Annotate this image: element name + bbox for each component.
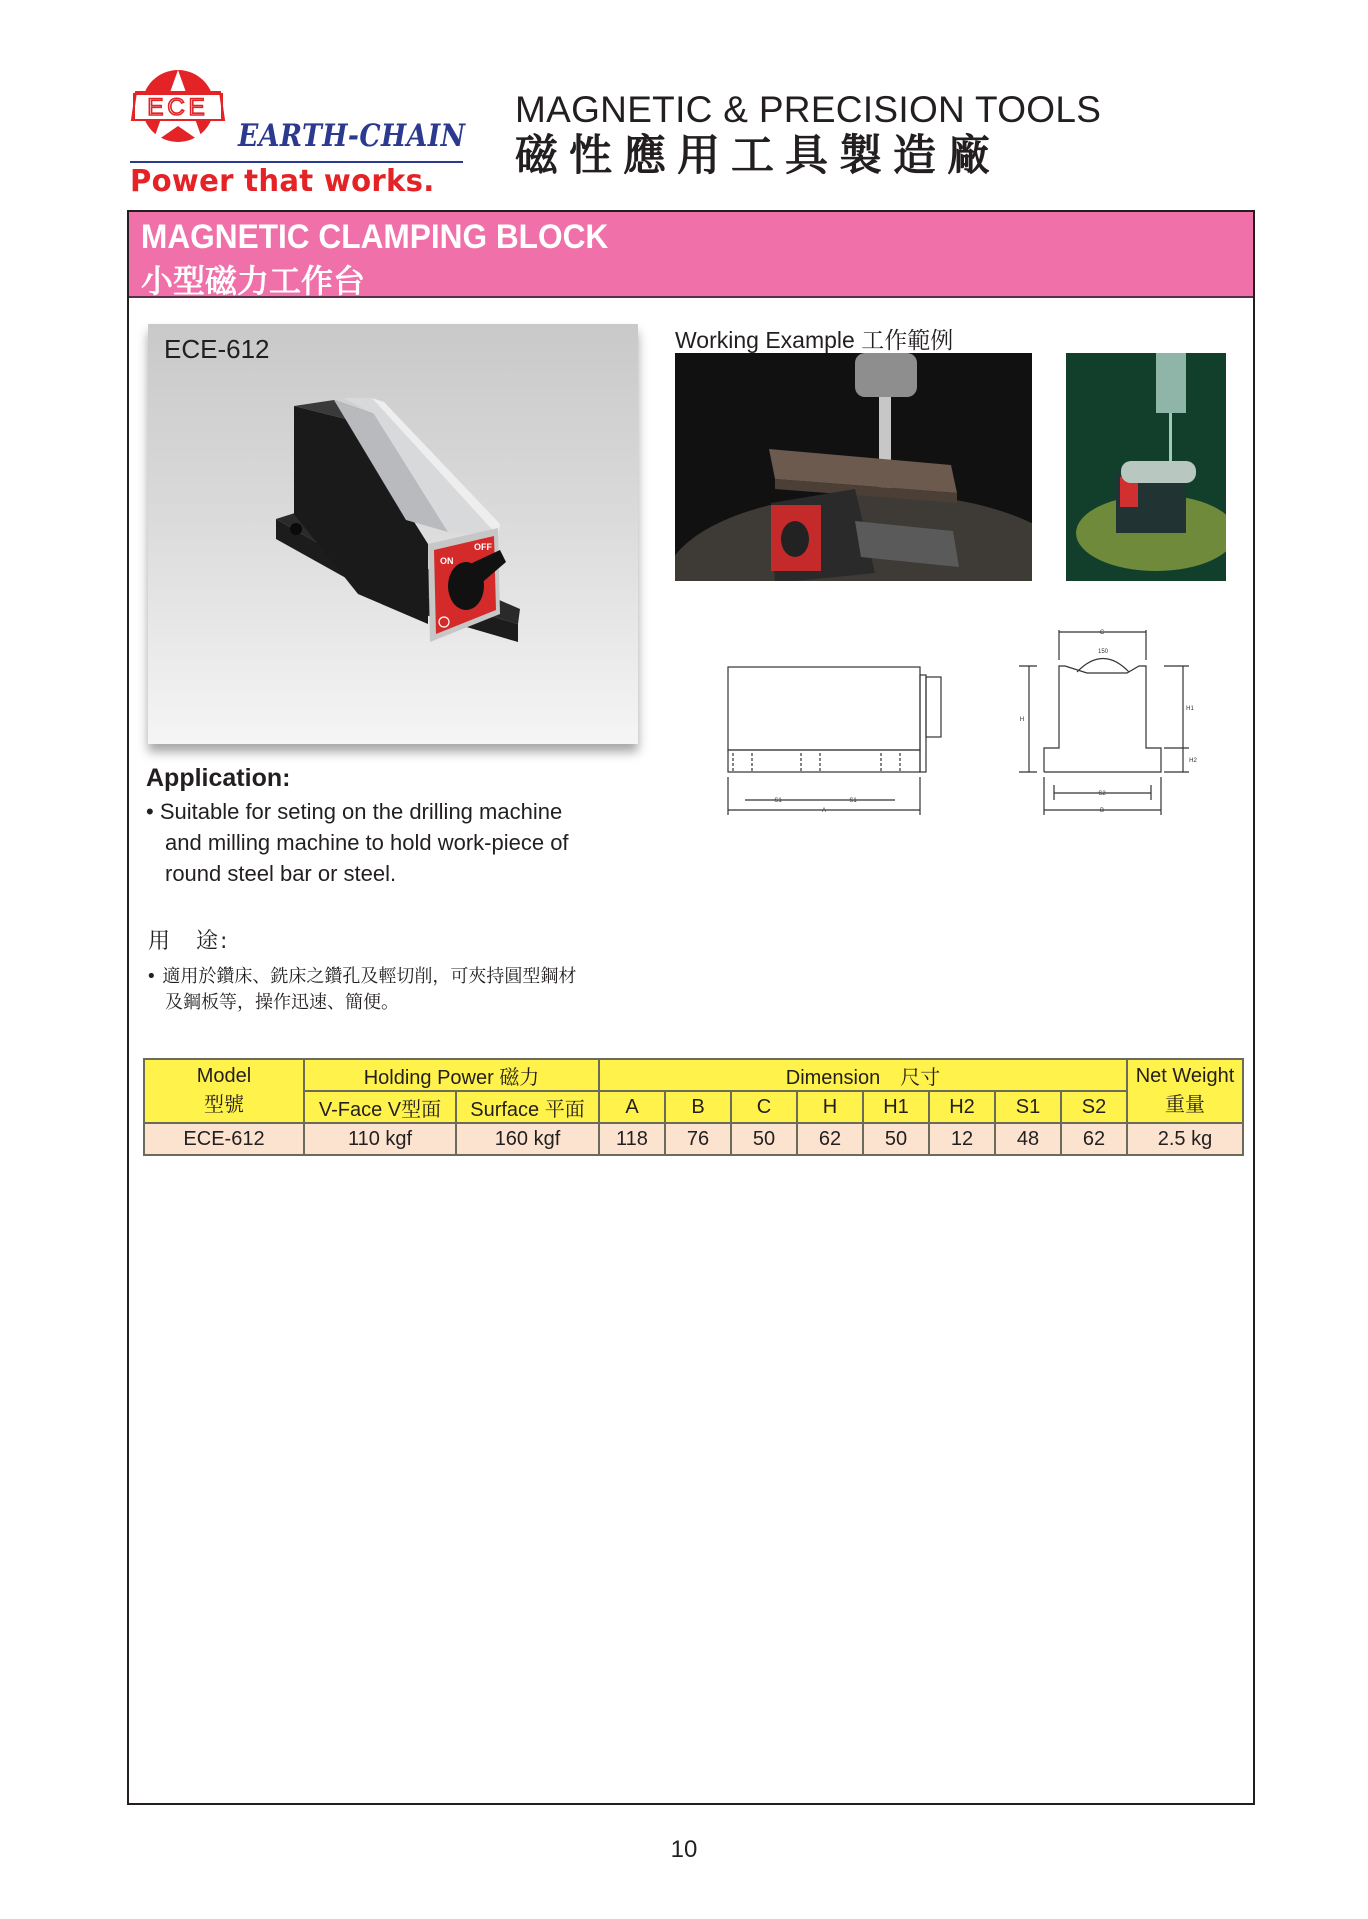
svg-text:S1: S1: [849, 798, 857, 804]
working-example-title: Working Example 工作範例: [675, 327, 954, 353]
column-header-c: C: [731, 1091, 797, 1123]
working-example-photo-drilling: [675, 353, 1032, 581]
column-header-model: Model 型號: [144, 1059, 304, 1123]
magnetic-block-illustration-icon: [148, 324, 638, 744]
product-section: [127, 210, 1255, 1805]
cell-b: 76: [665, 1123, 731, 1155]
product-photo: [148, 324, 638, 744]
section-title-en: MAGNETIC CLAMPING BLOCK: [141, 218, 609, 256]
column-header-s2: S2: [1061, 1091, 1127, 1123]
dimension-drawing: [719, 625, 1239, 825]
table-row: [144, 1123, 1243, 1155]
application-heading: Application:: [146, 764, 291, 792]
svg-text:C: C: [1099, 630, 1105, 636]
bullet-icon: •: [146, 799, 154, 824]
cell-h2: 12: [929, 1123, 995, 1155]
application-description-zh: • 適用於鑽床、銑床之鑽孔及輕切削，可夾持圓型鋼材 及鋼板等，操作迅速、簡便。: [146, 966, 577, 1013]
section-title-band: [129, 212, 1253, 298]
cell-net-weight: 2.5 kg: [1127, 1123, 1243, 1155]
spec-table: [143, 1058, 1244, 1156]
column-header-s1: S1: [995, 1091, 1061, 1123]
svg-text:OFF: OFF: [474, 542, 492, 552]
header-title-en: MAGNETIC & PRECISION TOOLS: [515, 89, 1102, 130]
section-title-zh: 小型磁力工作台: [141, 262, 366, 300]
column-header-v-face: V-Face V型面: [304, 1091, 456, 1123]
svg-text:S2: S2: [1098, 791, 1106, 797]
svg-text:H: H: [1019, 717, 1025, 723]
svg-text:H1: H1: [1186, 706, 1194, 712]
round-bar-setup-icon: [1066, 353, 1226, 581]
product-model-label: ECE-612: [164, 334, 270, 364]
svg-text:ECE: ECE: [147, 94, 209, 121]
page-number: 10: [670, 1836, 698, 1863]
cell-h1: 50: [863, 1123, 929, 1155]
cell-c: 50: [731, 1123, 797, 1155]
application-description: • Suitable for seting on the drilling machine and milling machine to hold work-piece of round steel bar or steel.: [146, 799, 569, 886]
cell-s2: 62: [1061, 1123, 1127, 1155]
cell-model: ECE-612: [144, 1123, 304, 1155]
svg-text:B: B: [1099, 808, 1105, 814]
drill-press-scene-icon: [675, 353, 1032, 581]
working-example-photo-round-bar: [1066, 353, 1226, 581]
svg-text:A: A: [821, 808, 827, 814]
cell-surface: 160 kgf: [456, 1123, 599, 1155]
company-logo: [128, 68, 468, 203]
header-title-zh: 磁性應用工具製造廠: [515, 131, 1001, 181]
application-heading-zh: 用 途:: [148, 929, 230, 954]
column-header-holding-power: Holding Power 磁力: [304, 1059, 599, 1091]
svg-text:150: 150: [1097, 649, 1109, 655]
header-titles: [515, 88, 1101, 182]
svg-text:H2: H2: [1189, 758, 1197, 764]
column-header-b: B: [665, 1091, 731, 1123]
svg-text:S1: S1: [774, 798, 782, 804]
cell-a: 118: [599, 1123, 665, 1155]
column-header-surface: Surface 平面: [456, 1091, 599, 1123]
svg-text:ON: ON: [440, 556, 454, 566]
column-header-h: H: [797, 1091, 863, 1123]
bullet-icon: •: [146, 966, 157, 987]
column-header-h1: H1: [863, 1091, 929, 1123]
brand-tagline: Power that works.: [130, 164, 435, 199]
column-header-net-weight: Net Weight 重量: [1127, 1059, 1243, 1123]
column-header-dimension: Dimension 尺寸: [599, 1059, 1127, 1091]
column-header-h2: H2: [929, 1091, 995, 1123]
cell-h: 62: [797, 1123, 863, 1155]
brand-name: EARTH-CHAIN: [238, 118, 466, 154]
cell-s1: 48: [995, 1123, 1061, 1155]
cell-v-face: 110 kgf: [304, 1123, 456, 1155]
column-header-a: A: [599, 1091, 665, 1123]
ece-star-emblem-icon: [128, 68, 238, 144]
logo-divider: [130, 161, 463, 163]
